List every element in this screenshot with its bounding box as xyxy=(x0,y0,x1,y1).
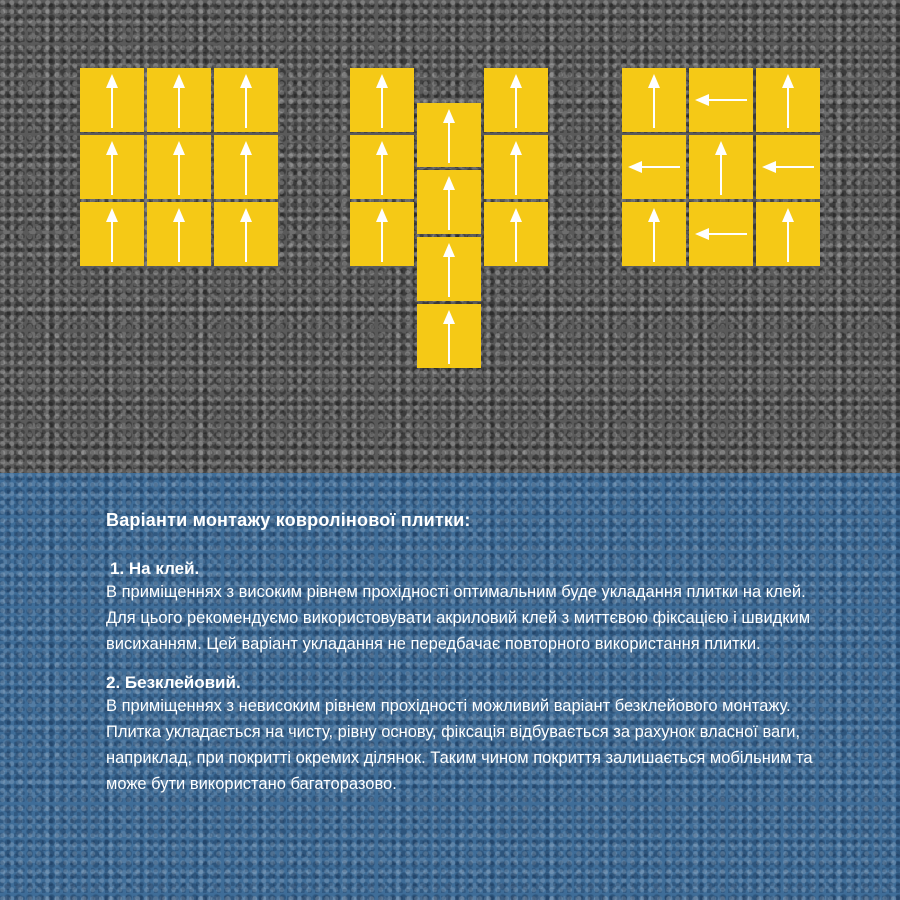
carpet-tile xyxy=(484,135,548,199)
carpet-tile xyxy=(622,135,686,199)
carpet-tile xyxy=(689,135,753,199)
carpet-tile xyxy=(80,202,144,266)
carpet-tile xyxy=(622,202,686,266)
carpet-tile xyxy=(689,202,753,266)
section-body-glue: В приміщеннях з високим рівнем прохідності оптимальним буде укладання плитки на клей. Для цього рекомендуємо використовувати акриловий клей з миттєвою фіксацією і швидким висиханням. Цей варіант укладання не передбачає повторного використання плитки. xyxy=(106,583,811,653)
arrow-up-icon xyxy=(147,135,211,199)
carpet-tile xyxy=(484,68,548,132)
arrow-up-icon xyxy=(214,135,278,199)
arrow-up-icon xyxy=(80,135,144,199)
arrow-up-icon xyxy=(689,135,753,199)
carpet-tile xyxy=(622,68,686,132)
arrow-left-icon xyxy=(756,135,820,199)
arrow-up-icon xyxy=(622,202,686,266)
arrow-up-icon xyxy=(417,103,481,167)
arrow-up-icon xyxy=(622,68,686,132)
arrow-up-icon xyxy=(350,68,414,132)
carpet-tile xyxy=(80,68,144,132)
arrow-up-icon xyxy=(756,68,820,132)
arrow-up-icon xyxy=(350,202,414,266)
section-title-glue: 1. На клей. xyxy=(110,559,200,578)
carpet-tile xyxy=(417,103,481,167)
arrow-up-icon xyxy=(80,202,144,266)
arrow-left-icon xyxy=(622,135,686,199)
arrow-left-icon xyxy=(689,202,753,266)
carpet-tile xyxy=(350,68,414,132)
arrow-up-icon xyxy=(484,202,548,266)
arrow-up-icon xyxy=(214,202,278,266)
carpet-tile xyxy=(214,135,278,199)
carpet-tile xyxy=(756,135,820,199)
carpet-tile xyxy=(350,202,414,266)
installation-info xyxy=(106,510,826,813)
arrow-up-icon xyxy=(147,68,211,132)
arrow-up-icon xyxy=(417,304,481,368)
section-title-glueless: 2. Безклейовий. xyxy=(106,673,241,692)
carpet-tile xyxy=(147,135,211,199)
carpet-tile xyxy=(689,68,753,132)
carpet-tile xyxy=(417,170,481,234)
carpet-tile xyxy=(214,68,278,132)
arrow-up-icon xyxy=(214,68,278,132)
page-heading: Варіанти монтажу ковролінової плитки: xyxy=(106,510,471,530)
carpet-tile xyxy=(147,68,211,132)
arrow-up-icon xyxy=(147,202,211,266)
carpet-tile xyxy=(756,68,820,132)
section-body-glueless: В приміщеннях з невисоким рівнем прохідності можливий варіант безклейового монтажу. Плитка укладається на чисту, рівну основу, фіксація відбувається за рахунок власної ваги, наприклад, при покритті окремих ділянок. Таким чином покриття залишається мобільним та може бути використано багаторазово. xyxy=(106,697,813,793)
carpet-tile xyxy=(417,237,481,301)
arrow-up-icon xyxy=(350,135,414,199)
arrow-left-icon xyxy=(689,68,753,132)
carpet-tile xyxy=(80,135,144,199)
arrow-up-icon xyxy=(484,135,548,199)
carpet-tile xyxy=(350,135,414,199)
arrow-up-icon xyxy=(417,237,481,301)
carpet-tile xyxy=(417,304,481,368)
arrow-up-icon xyxy=(484,68,548,132)
arrow-up-icon xyxy=(417,170,481,234)
arrow-up-icon xyxy=(80,68,144,132)
carpet-tile xyxy=(147,202,211,266)
arrow-up-icon xyxy=(756,202,820,266)
carpet-tile xyxy=(756,202,820,266)
carpet-tile xyxy=(484,202,548,266)
carpet-tile xyxy=(214,202,278,266)
